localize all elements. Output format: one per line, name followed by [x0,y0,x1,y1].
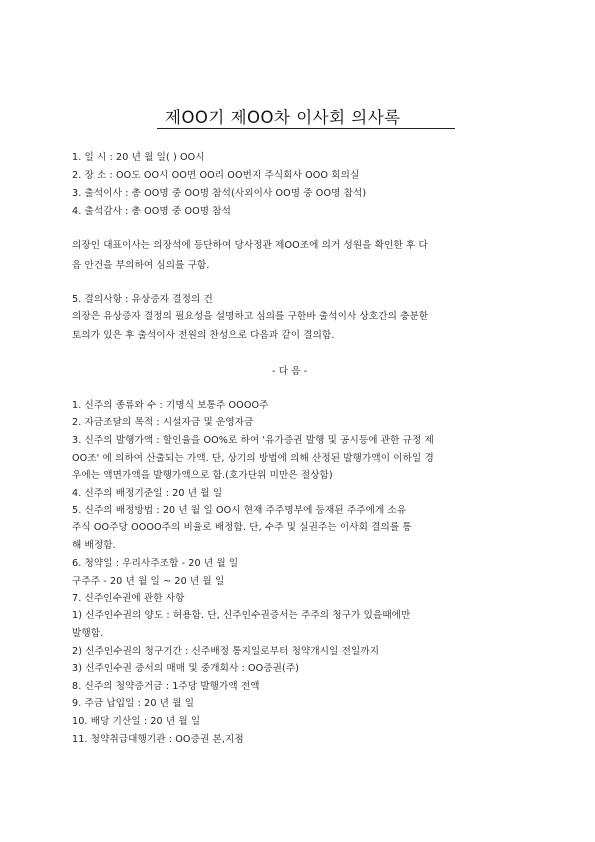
attending-auditors: 4. 출석감사 : 총 OO명 중 OO명 참석 [72,206,232,217]
resolution-paragraph-line: 토의가 있은 후 출석이사 전원의 찬성으로 다음과 같이 결의함. [72,330,335,341]
term-line: 구주주 - 20 년 월 일 ~ 20 년 월 일 [72,576,225,587]
term-line: 우에는 액면가액을 발행가액으로 함.(호가단위 미만은 절상함) [72,470,333,481]
term-line: 1) 신주인수권의 양도 : 허용함. 단, 신주인수권증서는 주주의 청구가 있을때에만 [72,610,411,621]
page-title: 제OO기 제OO차 이사회 의사록 [165,108,401,127]
term-line: 10. 배당 기산일 : 20 년 월 일 [72,716,201,727]
term-line: 11. 청약취급대행기관 : OO증권 본,지점 [72,734,244,745]
term-line: 발행함. [72,628,104,639]
term-line: 3) 신주인수권 증서의 매매 및 중개회사 : OO증권(주) [72,663,300,674]
term-line: 4. 신주의 배정기준일 : 20 년 월 일 [72,488,223,499]
opening-paragraph-line: 의장인 대표이사는 의장석에 등단하여 당사정관 제OO조에 의거 성원을 확인한 후 다 [72,240,428,251]
term-line: OO조' 에 의하여 산출되는 가액. 단, 상기의 방법에 의해 산정된 발행가액이 이하일 경 [72,453,434,464]
term-line: 5. 신주의 배정방법 : 20 년 월 일 OO시 현재 주주명부에 등재된 주주에게 소유 [72,505,407,516]
term-line: 3. 신주의 발행가액 : 할인율을 OO%로 하여 '유가증권 발행 및 공시등에 관한 규정 제 [72,435,434,446]
term-line: 2) 신주인수권의 청구기간 : 신주배정 통지일로부터 청약개시일 전일까지 [72,646,380,657]
attending-directors: 3. 출석이사 : 총 OO명 중 OO명 참석(사외이사 OO명 중 OO명 참석) [72,188,367,199]
meeting-date: 1. 일 시 : 20 년 월 일( ) OO시 [72,152,205,163]
section-divider: - 다 음 - [272,366,308,377]
opening-paragraph-line: 음 안건을 부의하여 심의를 구함. [72,260,210,271]
term-line: 9. 주금 납입일 : 20 년 월 일 [72,698,195,709]
resolution-paragraph-line: 의장은 유상증자 결정의 필요성을 설명하고 심의를 구한바 출석이사 상호간의 충분한 [72,311,429,322]
meeting-place: 2. 장 소 : OO도 OO시 OO면 OO리 OO번지 주식회사 OOO 회의실 [72,170,360,181]
term-line: 6. 청약일 : 우리사주조합 - 20 년 월 일 [72,558,239,569]
term-line: 주식 OO주당 OOOO주의 비율로 배정함. 단, 수주 및 실권주는 이사회 결의를 통 [72,522,412,533]
term-line: 8. 신주의 청약증거금 : 1주당 발행가액 전액 [72,681,260,692]
title-underline [157,128,455,129]
resolution-heading: 5. 결의사항 : 유상증자 결정의 건 [72,294,213,305]
term-line: 해 배정함. [72,540,116,551]
term-line: 7. 신주인수권에 관한 사항 [72,593,185,604]
term-line: 2. 자금조달의 목적 : 시설자금 및 운영자금 [72,417,254,428]
term-line: 1. 신주의 종류와 수 : 기명식 보통주 OOOO주 [72,400,269,411]
